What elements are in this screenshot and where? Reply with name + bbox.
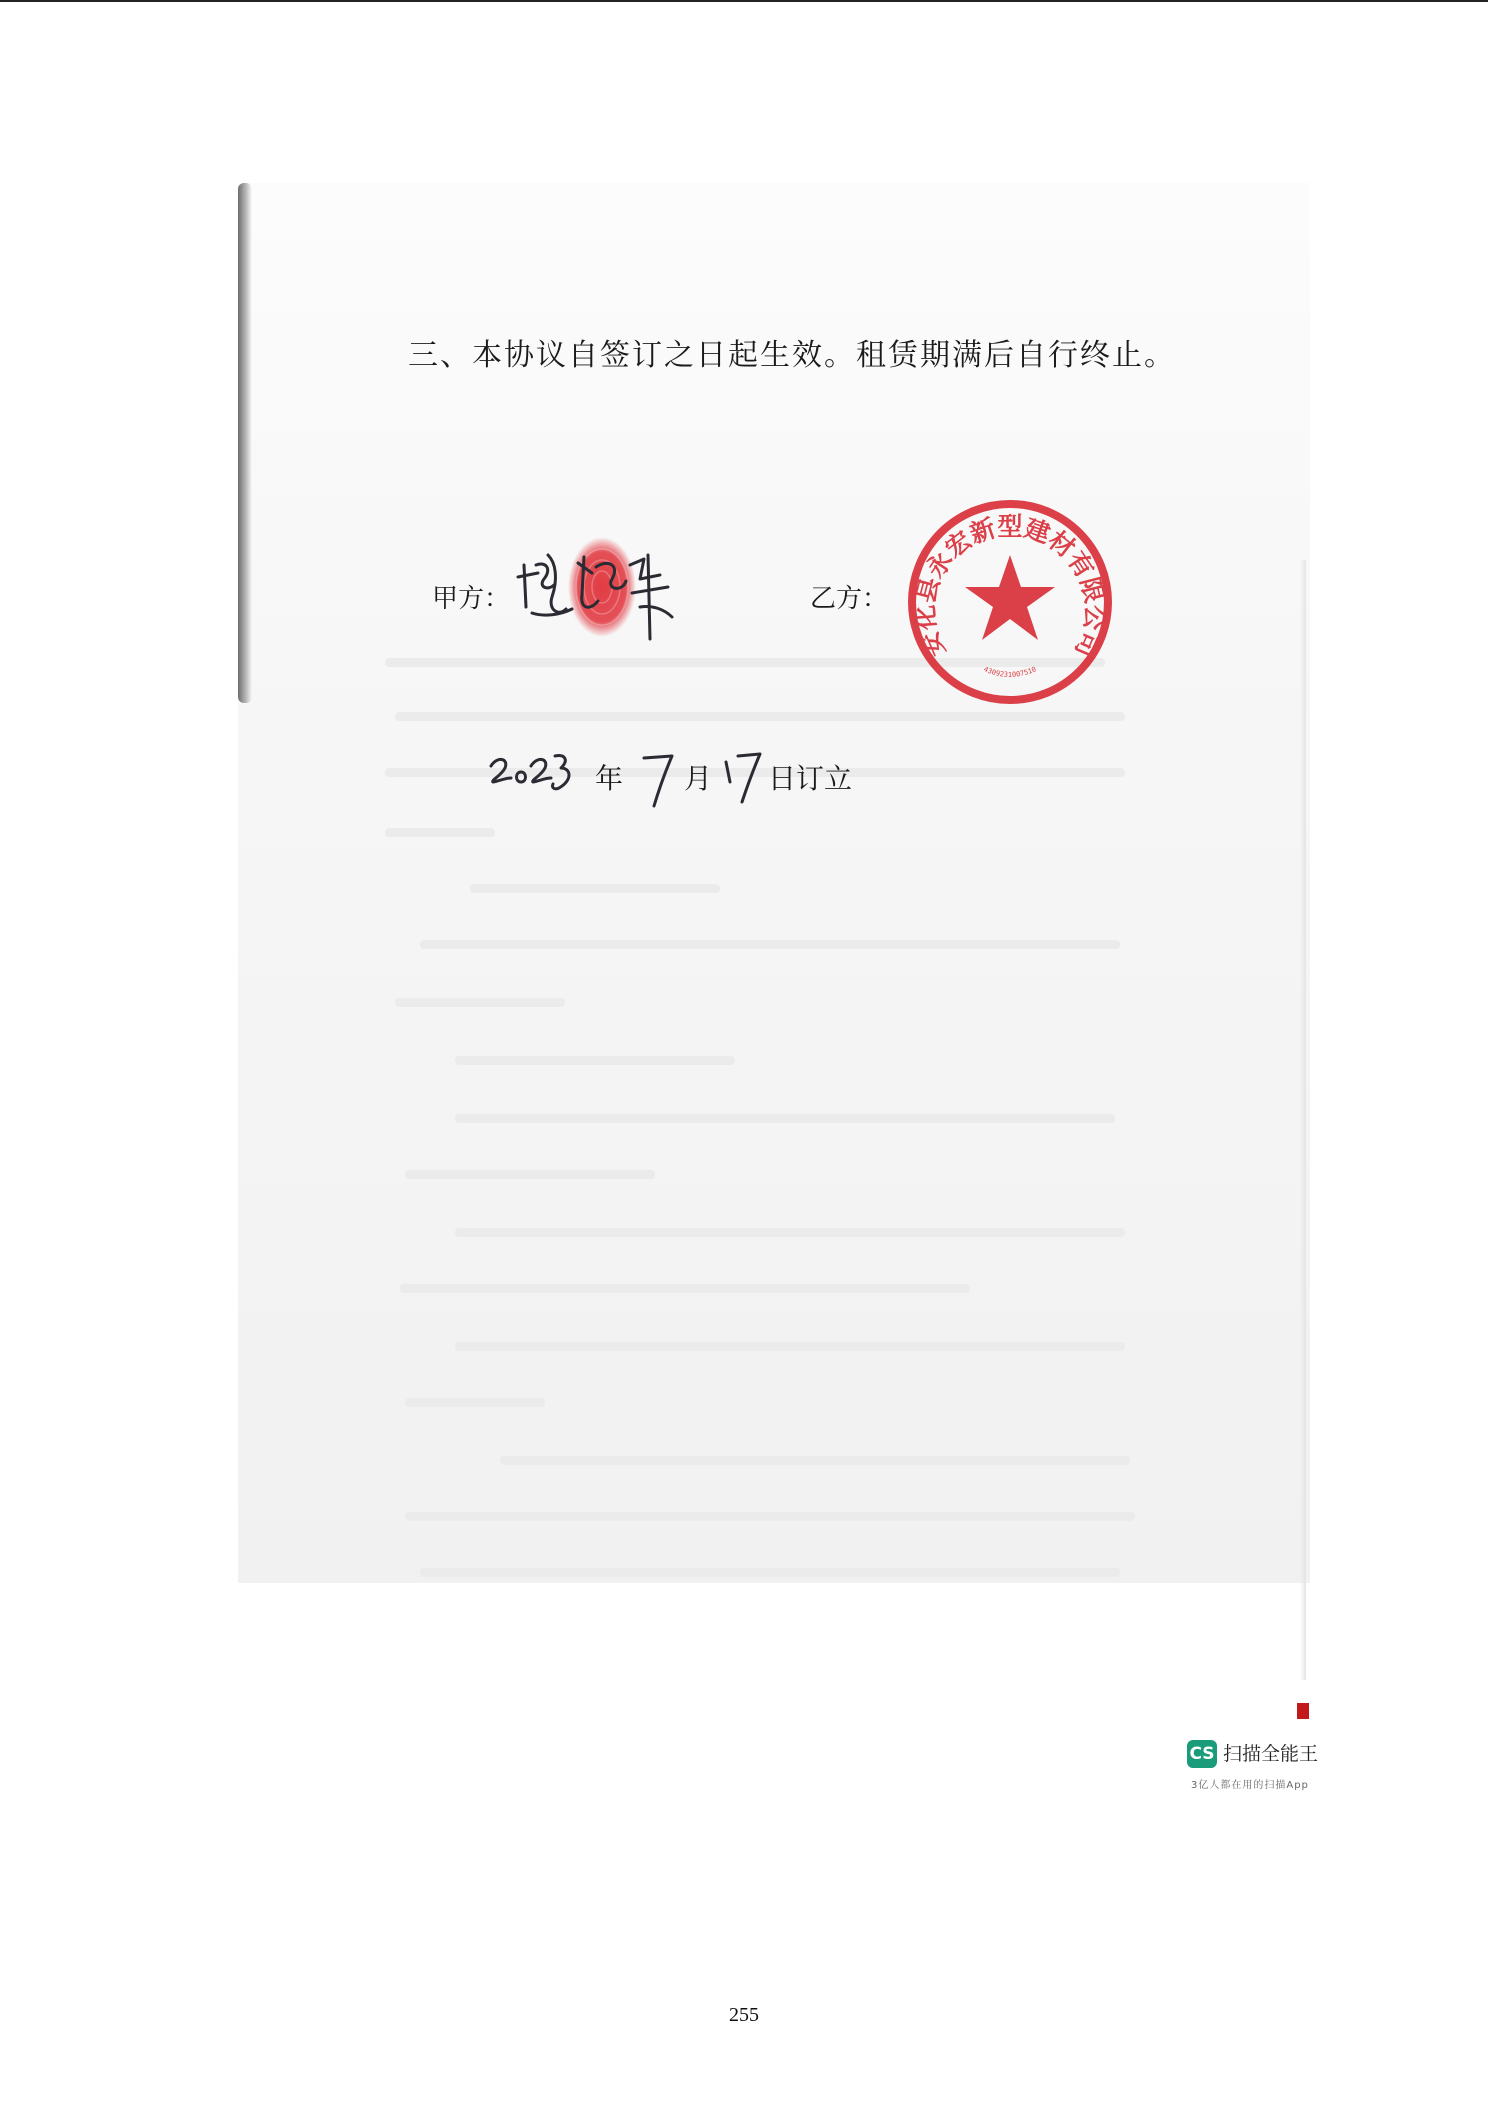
seal-star-icon	[965, 555, 1055, 640]
date-year-word: 年	[595, 762, 624, 795]
camscanner-watermark	[1187, 1740, 1337, 1800]
svg-text:安化县永宏新型建材有限公司: 安化县永宏新型建材有限公司	[910, 512, 1110, 662]
scan-right-edge	[1300, 560, 1306, 1680]
svg-text:4309231007510: 4309231007510	[982, 665, 1038, 679]
fingerprint	[568, 537, 636, 637]
company-seal	[905, 497, 1115, 707]
scanned-page-area	[238, 183, 1310, 1583]
camscanner-tagline: 3亿人都在用的扫描App	[1191, 1780, 1309, 1791]
camscanner-app-name: 扫描全能王	[1223, 1743, 1319, 1765]
handwritten-month	[640, 748, 680, 810]
handwritten-day	[720, 748, 766, 806]
handwritten-year	[487, 748, 579, 798]
date-day-suffix: 日订立	[768, 762, 853, 795]
page-number: 255	[729, 2004, 759, 2026]
date-month-word: 月	[684, 762, 713, 795]
clause-three: 三、本协议自签订之日起生效。租赁期满后自行终止。	[408, 338, 1176, 373]
party-b-label: 乙方：	[810, 584, 889, 614]
camscanner-logo-icon: CS	[1187, 1740, 1217, 1768]
scan-shadow-edge	[238, 183, 252, 703]
party-a-label: 甲方：	[432, 584, 511, 614]
party-a-signature	[512, 535, 690, 655]
page-top-border	[0, 0, 1488, 2]
scan-red-mark	[1297, 1703, 1309, 1719]
